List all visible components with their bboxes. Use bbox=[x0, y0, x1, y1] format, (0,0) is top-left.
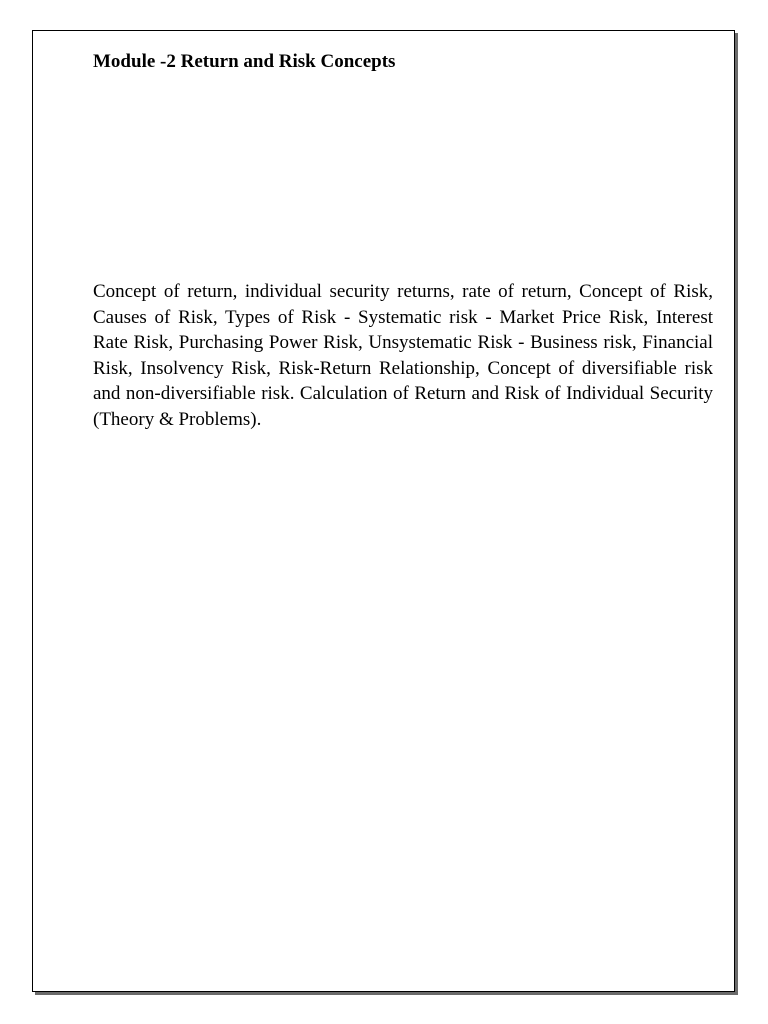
page-border-shadow-bottom bbox=[35, 992, 738, 995]
module-title: Module -2 Return and Risk Concepts bbox=[93, 51, 396, 72]
page-border-shadow-right bbox=[735, 33, 738, 995]
page-border bbox=[32, 30, 735, 992]
module-syllabus-paragraph: Concept of return, individual security returns, rate of return, Concept of Risk, Causes of Risk, Types of Risk - Systematic risk - Market Price Risk, Interest Rate Risk, Purchasing Power Risk, Unsystematic Risk - Business risk, Financial Risk, Insolvency Risk, Risk-Return Relationship, Concept of diversifiable risk and non-diversifiable risk. Calculation of Return and Risk of Individual Security (Theory & Problems). bbox=[93, 281, 713, 430]
